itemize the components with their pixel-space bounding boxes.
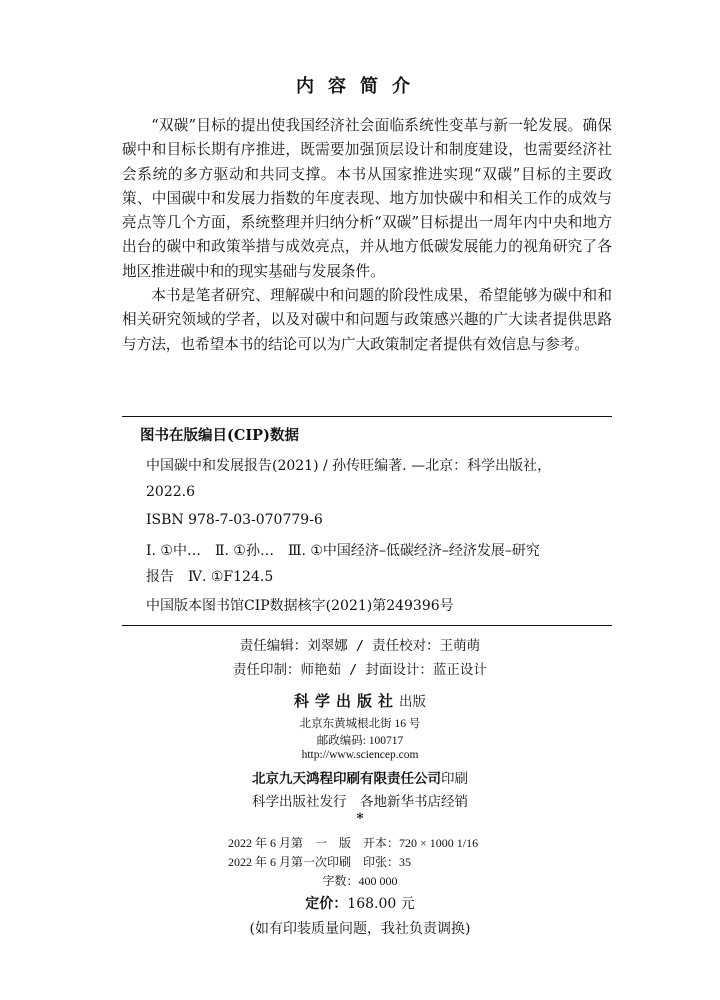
printer-line xyxy=(0,767,720,787)
printer-name: 北京九天鸿程印刷有限责任公司 xyxy=(252,771,441,787)
summary-title: 内容简介 xyxy=(296,76,424,97)
cip-record-line-1: 中国碳中和发展报告(2021) / 孙传旺编著. —北京：科学出版社， xyxy=(146,458,552,474)
price-label: 定价： xyxy=(305,896,348,912)
cip-bottom-rule xyxy=(122,625,612,626)
printer-suffix: 印刷 xyxy=(441,771,468,787)
cip-record-line-2: 2022.6 xyxy=(146,484,195,500)
publisher-url: http://www.sciencep.com xyxy=(301,749,419,761)
spec-printing: 2022 年 6 月第一次印刷 印张：35 xyxy=(228,855,412,869)
publisher-postcode: 邮政编码: 100717 xyxy=(316,735,404,747)
summary-body xyxy=(122,114,612,357)
cip-heading: 图书在版编目(CIP)数据 xyxy=(140,427,299,444)
distribution-line: 科学出版社发行 各地新华书店经销 xyxy=(252,794,468,810)
cip-verification: 中国版本图书馆CIP数据核字(2021)第249396号 xyxy=(146,598,454,614)
cip-category-line-1: Ⅰ. ①中… Ⅱ. ①孙… Ⅲ. ①中国经济–低碳经济–经济发展–研究 xyxy=(146,543,540,559)
publisher-line xyxy=(0,690,720,711)
publisher-address: 北京东黄城根北街 16 号 xyxy=(299,718,421,730)
price-value: 168.00 元 xyxy=(347,896,415,912)
summary-paragraph-2: 本书是笔者研究、理解碳中和问题的阶段性成果，希望能够为碳中和和相关研究领域的学者，以及对碳中和问题与政策感兴趣的广大读者提供思路与方法，也希望本书的结论可以为广大政策制定者提供有效信息与参考。 xyxy=(122,287,612,353)
publisher-name: 科学出版社 xyxy=(293,692,399,710)
quality-notice: (如有印装质量问题，我社负责调换) xyxy=(249,921,471,937)
publisher-suffix: 出版 xyxy=(399,694,426,710)
credits-editors: 责任编辑：刘翠娜 / 责任校对：王萌萌 xyxy=(239,638,481,654)
cip-category-line-2: 报告 Ⅳ. ①F124.5 xyxy=(146,569,274,585)
spec-word-count: 字数：400 000 xyxy=(322,874,398,888)
price-line xyxy=(0,893,720,913)
separator-asterisk: * xyxy=(356,811,364,827)
spec-edition: 2022 年 6 月第 一 版 开本：720 × 1000 1/16 xyxy=(228,836,479,850)
cip-isbn: ISBN 978-7-03-070779-6 xyxy=(146,512,323,528)
credits-printing-design: 责任印制：师艳茹 / 封面设计：蓝正设计 xyxy=(233,662,487,678)
cip-top-rule xyxy=(122,416,612,417)
summary-paragraph-1: “双碳”目标的提出使我国经济社会面临系统性变革与新一轮发展。确保碳中和目标长期有序推进，既需要加强顶层设计和制度建设，也需要经济社会系统的多方驱动和共同支撑。本书从国家推进实现“双碳”目标的主要政策、中国碳中和发展力指数的年度表现、地方加快碳中和相关工作的成效与亮点等几个方面，系统整理并归纳分析“双碳”目标提出一周年内中央和地方出台的碳中和政策举措与成效亮点，并从地方低碳发展能力的视角研究了各地区推进碳中和的现实基础与发展条件。 xyxy=(122,117,612,280)
